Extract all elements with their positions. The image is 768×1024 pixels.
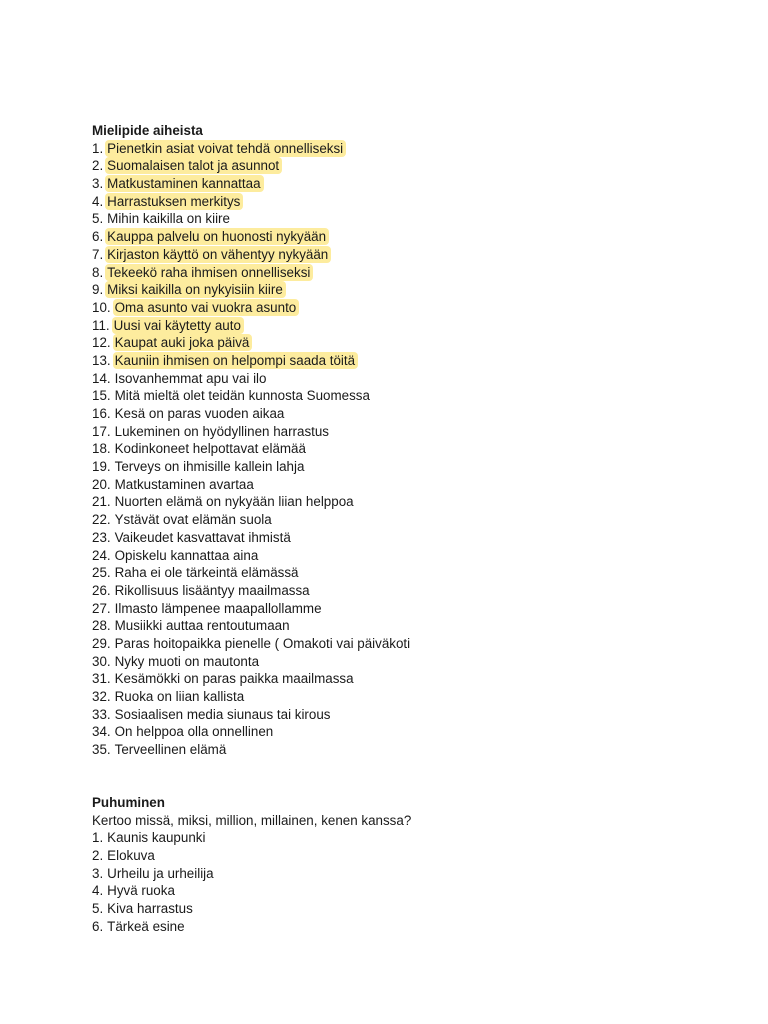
opinion-topic-item (92, 635, 732, 653)
topic-text: Nyky muoti on mautonta (114, 653, 260, 669)
list-item-number: 6. (92, 918, 104, 934)
topic-text: Terveellinen elämä (114, 742, 227, 758)
list-item-number: 9. (92, 282, 104, 298)
list-item-number: 16. (92, 406, 111, 421)
list-item-number: 2. (92, 848, 104, 864)
opinion-topic-item (92, 140, 732, 158)
opinion-topic-item (92, 529, 732, 547)
list-item-number: 11. (92, 317, 110, 333)
speaking-topic-item (92, 865, 732, 883)
list-item-number: 20. (92, 476, 111, 492)
opinion-topic-item (92, 246, 732, 264)
list-item-number: 17. (92, 423, 111, 439)
opinion-topic-item (92, 228, 732, 246)
opinion-topics-section (92, 122, 732, 759)
topic-text: Hyvä ruoka (107, 883, 175, 899)
opinion-topic-item (92, 157, 732, 175)
highlighted-topic-text: Oma asunto vai vuokra asunto (113, 299, 300, 316)
opinion-topic-item (92, 670, 732, 688)
list-item-number: 34. (92, 724, 111, 740)
opinion-topic-item (92, 193, 732, 211)
opinion-topic-item (92, 281, 732, 299)
topic-text: Paras hoitopaikka pienelle ( Omakoti vai päiväkoti (114, 635, 411, 651)
speaking-topic-item (92, 900, 732, 918)
topic-text: Isovanhemmat apu vai ilo (114, 370, 267, 386)
list-item-number: 4. (92, 193, 104, 209)
topic-text: Urheilu ja urheilija (107, 865, 214, 881)
list-item-number: 21. (92, 494, 111, 510)
topic-text: Kodinkoneet helpottavat elämää (114, 441, 306, 457)
list-item-number: 22. (92, 512, 111, 528)
highlighted-topic-text: Kaupat auki joka päivä (113, 334, 253, 351)
topic-text: Ilmasto lämpenee maapallollamme (114, 600, 322, 616)
speaking-topic-item (92, 829, 732, 847)
opinion-topic-item (92, 476, 732, 494)
speaking-topic-item (92, 847, 732, 865)
topic-text: Mihin kaikilla on kiire (107, 211, 230, 227)
topic-text: Matkustaminen avartaa (114, 476, 254, 492)
list-item-number: 29. (92, 635, 111, 651)
opinion-topic-list (92, 140, 732, 759)
speaking-topic-item (92, 918, 732, 936)
highlighted-topic-text: Harrastuksen merkitys (105, 193, 243, 210)
opinion-topic-item (92, 299, 732, 317)
list-item-number: 8. (92, 264, 104, 280)
topic-text: Sosiaalisen media siunaus tai kirous (114, 706, 331, 722)
speaking-topic-item (92, 882, 732, 900)
opinion-topic-item (92, 458, 732, 476)
list-item-number: 30. (92, 653, 111, 669)
highlighted-topic-text: Kauniin ihmisen on helpompi saada töitä (113, 352, 358, 369)
opinion-topic-item (92, 317, 732, 335)
list-item-number: 25. (92, 565, 111, 581)
list-item-number: 7. (92, 246, 104, 262)
list-item-number: 6. (92, 229, 104, 245)
opinion-topic-item (92, 493, 732, 511)
topic-text: Ruoka on liian kallista (114, 689, 245, 704)
topic-text: Tärkeä esine (107, 918, 185, 934)
opinion-topic-item (92, 352, 732, 370)
highlighted-topic-text: Suomalaisen talot ja asunnot (105, 157, 282, 174)
topic-text: Raha ei ole tärkeintä elämässä (114, 565, 299, 581)
list-item-number: 24. (92, 547, 111, 563)
opinion-topic-item (92, 688, 732, 706)
list-item-number: 35. (92, 742, 111, 758)
highlighted-topic-text: Uusi vai käytetty auto (112, 317, 244, 334)
opinion-topic-item (92, 617, 732, 635)
list-item-number: 3. (92, 176, 104, 192)
topic-text: Musiikki auttaa rentoutumaan (114, 618, 290, 634)
topic-text: Kiva harrastus (107, 901, 193, 917)
speaking-heading: Puhuminen (92, 795, 165, 810)
list-item-number: 15. (92, 388, 111, 404)
opinion-topic-item (92, 653, 732, 671)
opinion-topic-item (92, 423, 732, 441)
list-item-number: 5. (92, 211, 104, 227)
topic-text: Kesä on paras vuoden aikaa (114, 406, 285, 421)
opinion-topic-item (92, 564, 732, 582)
opinion-topic-item (92, 440, 732, 458)
opinion-topic-item (92, 334, 732, 352)
highlighted-topic-text: Pienetkin asiat voivat tehdä onnelliseksi (105, 140, 346, 157)
opinion-heading: Mielipide aiheista (92, 123, 203, 138)
list-item-number: 10. (92, 299, 111, 315)
topic-text: Opiskelu kannattaa aina (114, 547, 259, 563)
opinion-topic-item (92, 405, 732, 423)
highlighted-topic-text: Tekeekö raha ihmisen onnelliseksi (105, 264, 313, 281)
topic-text: Terveys on ihmisille kallein lahja (114, 459, 305, 475)
opinion-topic-item (92, 547, 732, 565)
opinion-topic-item (92, 370, 732, 388)
speaking-section (92, 794, 732, 936)
list-item-number: 31. (92, 671, 111, 687)
highlighted-topic-text: Matkustaminen kannattaa (105, 175, 263, 192)
list-item-number: 19. (92, 459, 111, 475)
list-item-number: 3. (92, 865, 104, 881)
topic-text: Kesämökki on paras paikka maailmassa (114, 671, 354, 687)
highlighted-topic-text: Miksi kaikilla on nykyisiin kiire (105, 281, 286, 298)
speaking-prompt: Kertoo missä, miksi, million, millainen, kenen kanssa? (92, 812, 412, 828)
opinion-topic-item (92, 264, 732, 282)
list-item-number: 2. (92, 158, 104, 174)
opinion-topic-item (92, 741, 732, 759)
opinion-topic-item (92, 600, 732, 618)
topic-text: Mitä mieltä olet teidän kunnosta Suomessa (114, 388, 370, 404)
list-item-number: 14. (92, 370, 111, 386)
list-item-number: 18. (92, 441, 111, 457)
opinion-topic-item (92, 723, 732, 741)
highlighted-topic-text: Kirjaston käyttö on vähentyy nykyään (105, 246, 331, 263)
opinion-topic-item (92, 210, 732, 228)
list-item-number: 23. (92, 529, 111, 545)
list-item-number: 27. (92, 600, 111, 616)
topic-text: Rikollisuus lisääntyy maailmassa (114, 582, 310, 598)
topic-text: Kaunis kaupunki (107, 830, 206, 846)
highlighted-topic-text: Kauppa palvelu on huonosti nykyään (105, 228, 329, 245)
topic-text: Elokuva (107, 848, 155, 864)
topic-text: On helppoa olla onnellinen (114, 724, 274, 740)
opinion-topic-item (92, 511, 732, 529)
list-item-number: 32. (92, 689, 111, 704)
list-item-number: 26. (92, 582, 111, 598)
list-item-number: 1. (92, 140, 104, 156)
list-item-number: 1. (92, 830, 104, 846)
opinion-topic-item (92, 387, 732, 405)
opinion-topic-item (92, 706, 732, 724)
topic-text: Vaikeudet kasvattavat ihmistä (114, 529, 291, 545)
opinion-topic-item (92, 582, 732, 600)
list-item-number: 5. (92, 901, 104, 917)
topic-text: Nuorten elämä on nykyään liian helppoa (114, 494, 354, 510)
topic-text: Ystävät ovat elämän suola (114, 512, 272, 528)
speaking-topic-list (92, 829, 732, 935)
list-item-number: 12. (92, 335, 111, 351)
list-item-number: 13. (92, 352, 111, 368)
topic-text: Lukeminen on hyödyllinen harrastus (114, 423, 330, 439)
list-item-number: 4. (92, 883, 104, 899)
list-item-number: 33. (92, 706, 111, 722)
opinion-topic-item (92, 175, 732, 193)
list-item-number: 28. (92, 618, 111, 634)
